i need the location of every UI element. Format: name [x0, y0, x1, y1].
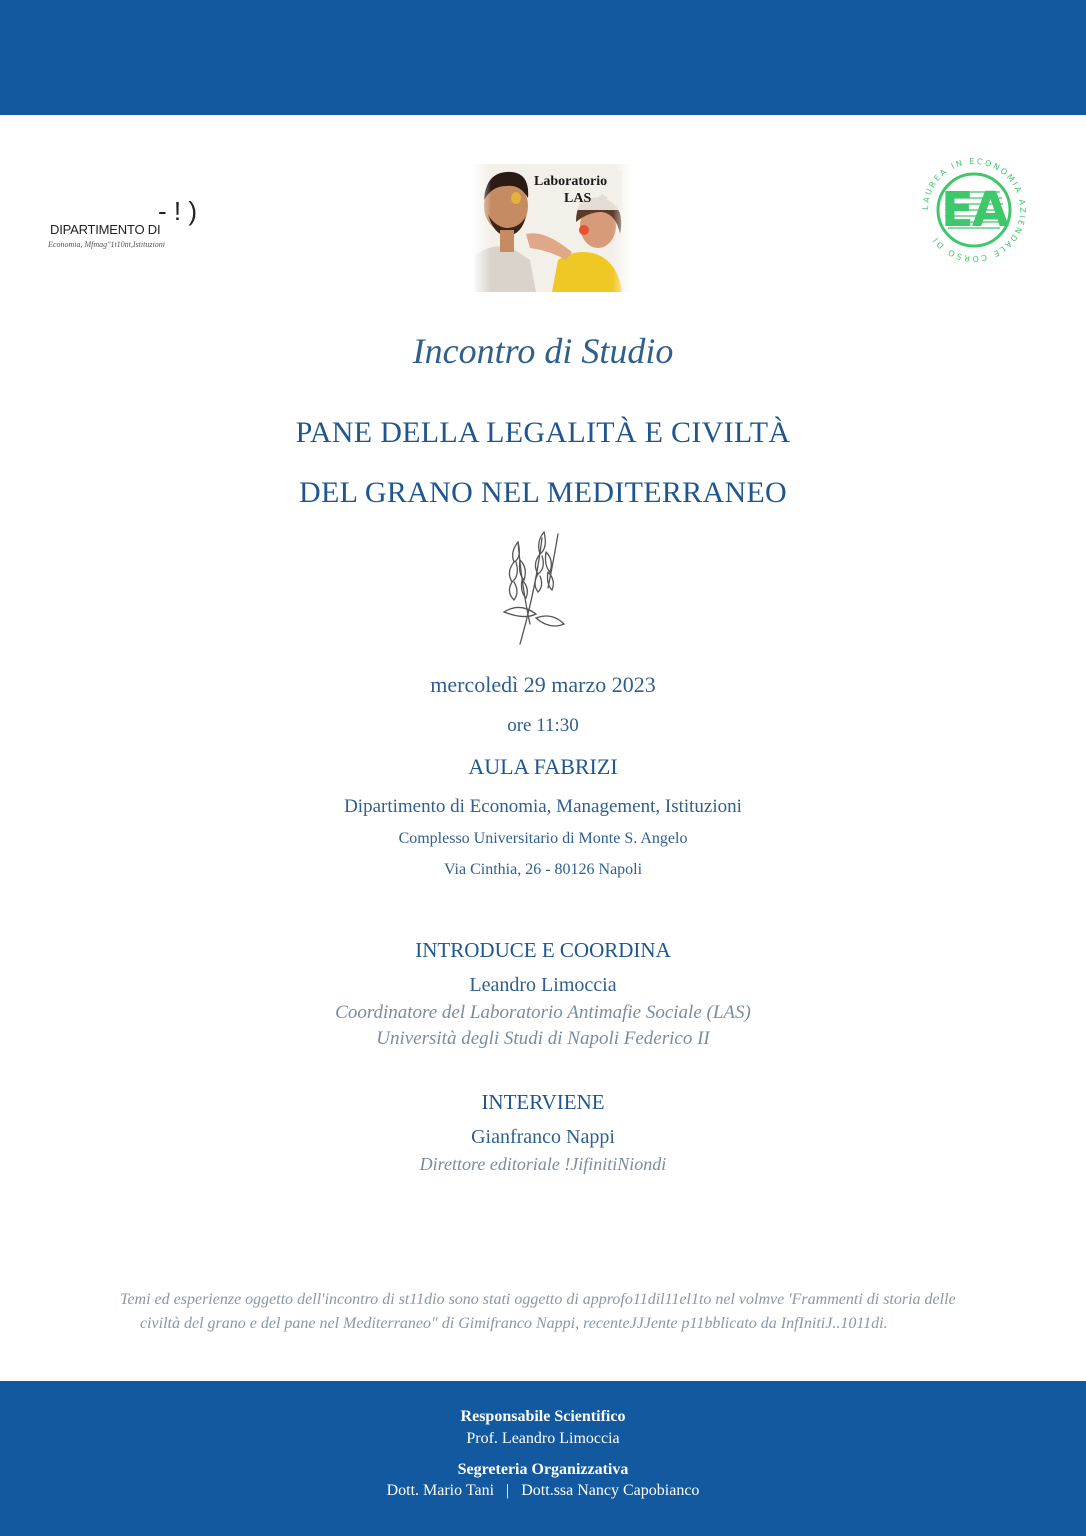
footer-resp-label: Responsabile Scientifico [460, 1408, 626, 1425]
ea-logo [912, 148, 1036, 272]
department-logo-name: DIPARTIMENTO DI [50, 222, 161, 237]
interviene-name: Gianfranco Nappi [471, 1126, 615, 1148]
top-blue-band [0, 0, 1086, 115]
department-logo-mark: - ! ) [158, 196, 197, 226]
introduce-name: Leandro Limoccia [469, 974, 617, 996]
ea-logo-letters: EA [941, 182, 1007, 238]
footer-resp-name: Prof. Leandro Limoccia [466, 1430, 620, 1447]
event-address: Via Cinthia, 26 - 80126 Napoli [443, 861, 643, 878]
event-date: mercoledì 29 marzo 2023 [430, 672, 656, 697]
event-time: ore 11:30 [507, 715, 579, 736]
note-line1: Temi ed esperienze oggetto dell'incontro di st11dio sono stati oggetto di approfo11dil11el1to nel volmve 'Frammenti di storia delle [120, 1291, 956, 1308]
footer-seg-names: Dott. Mario Tani | Dott.ssa Nancy Capobianco [386, 1482, 700, 1499]
footer-seg-label: Segreteria Organizzativa [457, 1461, 629, 1478]
las-logo [472, 164, 632, 292]
event-room: AULA FABRIZI [468, 754, 618, 779]
introduce-heading: INTRODUCE E COORDINA [415, 938, 671, 962]
event-complex: Complesso Universitario di Monte S. Angelo [398, 830, 688, 847]
department-logo-subtitle: Economia, Mfmag"1t10nt,Istituzioni [48, 240, 165, 249]
las-logo-label-line2: LAS [564, 191, 592, 206]
introduce-role-line1: Coordinatore del Laboratorio Antimafie Sociale (LAS) [335, 1002, 751, 1023]
department-logo [48, 196, 228, 256]
ea-logo-ring-text: LAUREA IN ECONOMIA AZIENDALE CORSO DI [920, 156, 1028, 264]
introduce-role-line2: Università degli Studi di Napoli Federico II [376, 1028, 710, 1049]
footer-band [0, 1381, 1086, 1536]
event-title-line1: PANE DELLA LEGALITÀ E CIVILTÀ [295, 416, 791, 449]
interviene-role: Direttore editoriale !JifinitiNiondi [419, 1154, 667, 1174]
interviene-heading: INTERVIENE [481, 1090, 605, 1114]
event-department: Dipartimento di Economia, Management, Istituzioni [344, 796, 742, 817]
note-line2: civiltà del grano e del pane nel Mediterraneo" di Gimifranco Nappi, recenteJJJente p11bblicato da InfInitiJ..1011di. [140, 1315, 888, 1332]
note-paragraph [120, 1288, 980, 1336]
event-title-line2: DEL GRANO NEL MEDITERRANEO [298, 476, 788, 509]
las-logo-label-line1: Laboratorio [534, 174, 608, 189]
wheat-icon [496, 528, 572, 648]
event-type-subtitle: Incontro di Studio [412, 331, 674, 371]
